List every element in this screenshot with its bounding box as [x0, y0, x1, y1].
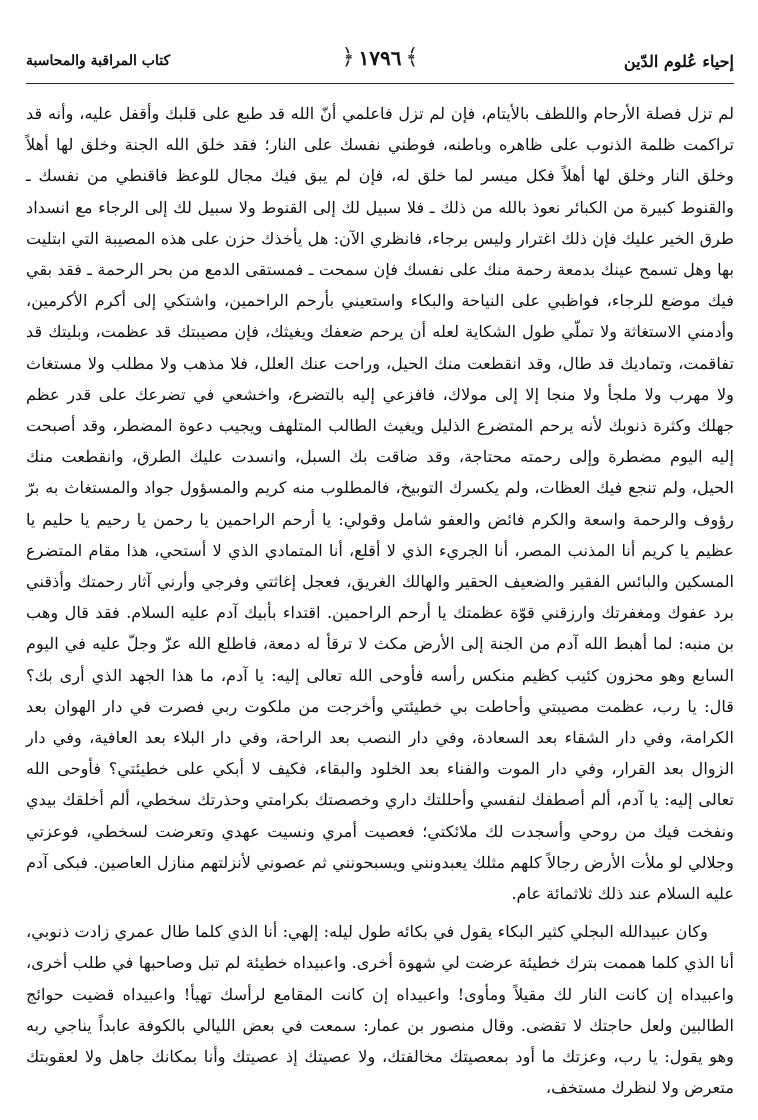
paragraph: لم تزل فصلة الأرحام واللطف بالأيتام، فإن لم تزل فاعلمي أنّ الله قد طبع على قلبك وأقفل عليه، وأنه قد تراكمت ظلمة الذنوب على ظاهره وباطنه، فوطني نفسك على النار؛ فقد خلق الله الجنة وخلق لها أهلاً وخلق النار وخلق لها أهلاً فكل ميسر لما خلق له، فإن لم يبق فيك مجال للوعظ فاقنطي من نفسك ـ والقنوط كبيرة من الكبائر نعوذ بالله من ذلك ـ فلا سبيل لك إلى القنوط ولا سبيل لك إلى الرجاء مع انسداد طرق الخير عليك فإن ذلك اغترار وليس برجاء، فانظري الآن: هل يأخذك حزن على هذه المصيبة التي ابتليت بها وهل تسمح عينك بدمعة رحمة منك على نفسك فإن سمحت ـ فمستقى الدمع من بحر الرحمة ـ فقد بقي فيك موضع للرجاء، فواظبي على النياحة والبكاء واستعيني بأرحم الراحمين، واشتكي إلى أكرم الأكرمين، وأدمني الاستغاثة ولا تملّي طول الشكاية لعله أن يرحم ضعفك ويغيثك، فإن مصيبتك قد عظمت، وبليتك قد تفاقمت، وتماديك قد طال، وقد انقطعت منك الحيل، وراحت عنك العلل، فلا مذهب ولا مطلب ولا مستغاث ولا مهرب ولا ملجأ ولا منجا إلا إلى مولاك، فافزعي إليه بالتضرع، واخشعي في تضرعك على قدر عظم جهلك وكثرة ذنوبك لأنه يرحم المتضرع الذليل ويغيث الطالب المتلهف ويجيب دعوة المضطر، وقد أصبحت إليه اليوم مضطرة وإلى رحمته محتاجة، وقد ضاقت بك السبل، وانسدت عليك الطرق، وانقطعت منك الحيل، ولم تنجع فيك العظات، ولم يكسرك التوبيخ، فالمطلوب منه كريم والمسؤول جواد والمستغاث به برّ رؤوف والرحمة واسعة والكرم فائض والعفو شامل وقولي: يا أرحم الراحمين يا رحمن يا رحيم يا حليم يا عظيم يا كريم أنا المذنب المصر، أنا الجريء الذي لا أقلع، أنا المتمادي الذي لا أستحي، هذا مقام المتضرع المسكين والبائس الفقير والضعيف الحقير والهالك الغريق، فعجل إغاثتي وفرجي وأرني آثار رحمتك وأذقني برد عفوك ومغفرتك وارزقني قوّة عظمتك يا أرحم الراحمين. اقتداء بأبيك آدم عليه السلام. فقد قال وهب بن منبه: لما أهبط الله آدم من الجنة إلى الأرض مكث لا ترقأ له دمعة، فاطلع الله عزّ وجلّ عليه في اليوم السابع وهو محزون كئيب كظيم منكس رأسه فأوحى الله تعالى إليه: يا آدم، ما هذا الجهد الذي أرى بك؟ قال: يا رب، عظمت مصيبتي وأحاطت بي خطيئتي وأخرجت من ملكوت ربي فصرت في دار الهوان بعد الكرامة، وفي دار الشقاء بعد السعادة، وفي دار النصب بعد الراحة، وفي دار البلاء بعد العافية، وفي دار الزوال بعد القرار، وفي دار الموت والفناء بعد الخلود والبقاء، فكيف لا أبكي على خطيئتي؟ فأوحى الله تعالى إليه: يا آدم، ألم أصطفك لنفسي وأحللتك داري وخصصتك بكرامتي وحذرتك سخطي، ألم أخلقك بيدي ونفخت فيك من روحي وأسجدت لك ملائكتي؛ فعصيت أمري ونسيت عهدي وتعرضت لسخطي، فوعزتي وجلالي لو ملأت الأرض رجالاً كلهم مثلك يعبدونني ويسبحونني ثم عصوني لأنزلتهم منازل العاصين. فبكى آدم عليه السلام عند ذلك ثلاثمائة عام. — [26, 104, 734, 904]
ornament-right-icon: ﴾ — [405, 45, 419, 70]
book-title: إحياء عُلوم الدّين — [623, 52, 734, 71]
ornament-left-icon: ﴿ — [341, 45, 355, 70]
page-header — [26, 36, 734, 84]
page-body — [26, 98, 734, 1104]
chapter-title: كتاب المراقبة والمحاسبة — [26, 53, 171, 69]
page-number-block — [342, 46, 419, 70]
paragraph: وكان عبيدالله البجلي كثير البكاء يقول في بكائه طول ليله: إلهي: أنا الذي كلما طال عمري زادت ذنوبي، أنا الذي كلما هممت بترك خطيئة عرضت لي شهوة أخرى. واعبيداه خطيئة لم تبل وصاحبها في طلب أخرى، واعبيداه إن كانت النار لك مقيلاً ومأوى! واعبيداه إن كانت المقامع لرأسك تهيأ! واعبيداه قضيت حوائج الطالبين ولعل حاجتك لا تقضى. وقال منصور بن عمار: سمعت في بعض الليالي بالكوفة عابداً يناجي ربه وهو يقول: يا رب، وعزتك ما أود بمعصيتك مخالفتك، ولا عصيتك إذ عصيتك وأنا بمكانك جاهل ولا لعقوبتك متعرض ولا لنظرك مستخف، — [26, 922, 734, 1098]
page-number: ١٧٩٦ — [358, 46, 402, 70]
